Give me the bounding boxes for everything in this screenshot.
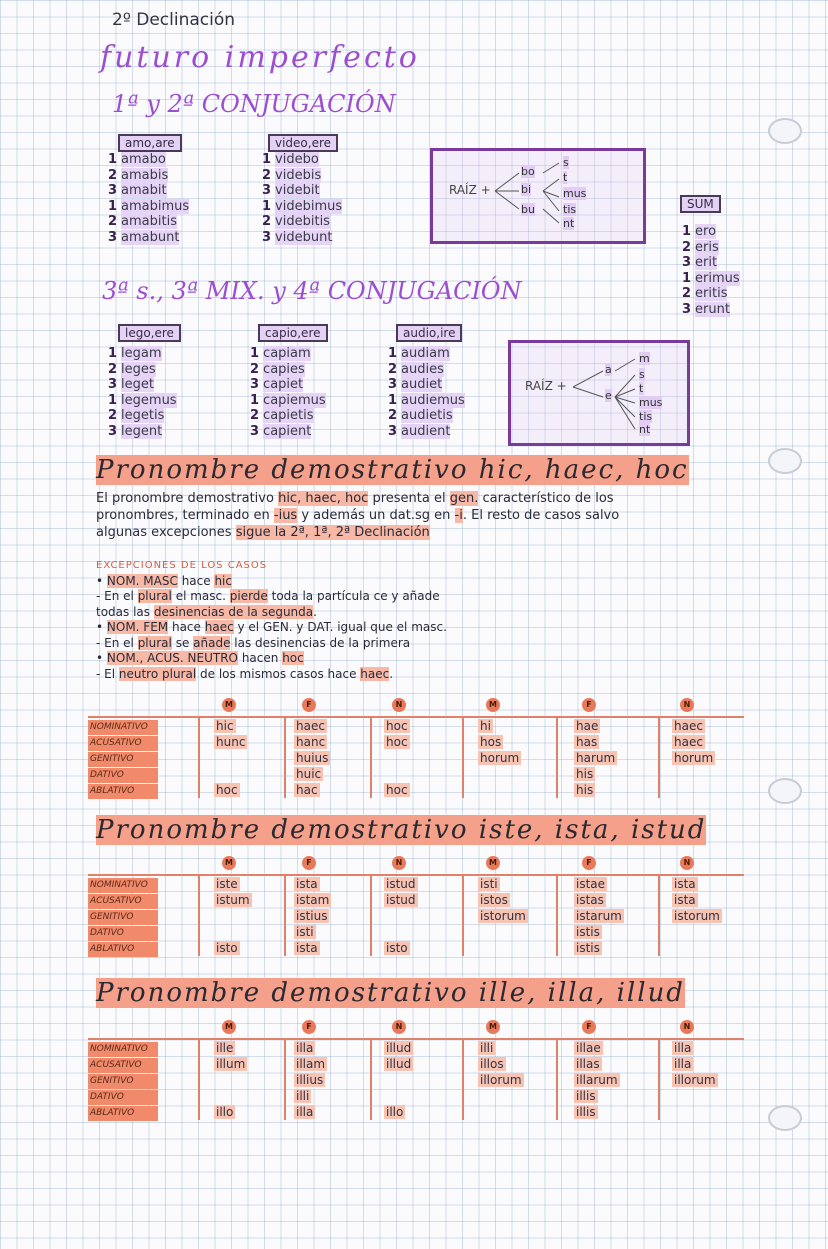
table-cell: horum	[480, 751, 520, 765]
table-cell: hos	[480, 735, 502, 749]
table-cell: haec	[296, 719, 325, 733]
conj-line: 3 erunt	[682, 301, 730, 317]
lego-tag: lego,ere	[118, 322, 181, 342]
table-cell: ille	[216, 1041, 234, 1055]
conj-line: 1 capiam	[250, 346, 311, 361]
case-label: ABLATIVO	[88, 1106, 158, 1121]
audio-conjugation	[388, 346, 465, 439]
ending-s: s	[563, 156, 569, 169]
table-cell: illum	[216, 1057, 246, 1071]
table-cell: isti	[296, 925, 314, 939]
iste-declension-table	[88, 852, 744, 956]
table-cell: hac	[296, 783, 318, 797]
table-rule	[198, 1038, 200, 1120]
case-label: ACUSATIVO	[88, 894, 158, 909]
conj-line: 3 audiet	[388, 377, 443, 392]
conj-line: 3 legent	[108, 423, 163, 439]
table-rule	[198, 874, 200, 956]
ille-title: Pronombre demostrativo ille, illa, illud	[96, 978, 685, 1008]
table-cell: istius	[296, 909, 328, 923]
branch-lines	[511, 343, 687, 443]
conj-line: 2 legetis	[108, 408, 165, 423]
capio-tag: capio,ere	[258, 322, 328, 342]
table-cell: illae	[576, 1041, 601, 1055]
table-cell: hoc	[386, 783, 408, 797]
table-cell: illis	[576, 1105, 596, 1119]
table-rule	[462, 716, 464, 798]
table-cell: istud	[386, 877, 416, 891]
conj-line: 2 audies	[388, 361, 444, 377]
table-cell: horum	[674, 751, 714, 765]
table-cell: hunc	[216, 735, 246, 749]
case-label: GENITIVO	[88, 910, 158, 925]
conj-line: 3 audient	[388, 423, 451, 439]
exceptions-title: EXCEPCIONES DE LOS CASOS	[96, 560, 268, 571]
conj-line: 2 videbitis	[262, 214, 330, 229]
table-cell: illo	[386, 1105, 404, 1119]
sum-conjugation	[682, 224, 740, 317]
table-cell: huius	[296, 751, 329, 765]
conj-line: 3 videbunt	[262, 229, 333, 245]
exception-line: - El neutro plural de los mismos casos hace haec.	[96, 666, 394, 681]
conj-line: 1 erimus	[682, 270, 740, 286]
table-cell: istum	[216, 893, 250, 907]
conj-line: 1 amabimus	[108, 198, 190, 214]
table-cell: ista	[674, 893, 696, 907]
table-rule	[462, 874, 464, 956]
table-rule	[658, 874, 660, 956]
table-cell: illius	[296, 1073, 324, 1087]
table-cell: hoc	[386, 719, 408, 733]
capio-conjugation	[250, 346, 326, 439]
gender-icon: N	[680, 698, 694, 712]
conj-line: 3 capiet	[250, 377, 304, 392]
table-cell: hae	[576, 719, 599, 733]
binder-hole	[768, 778, 802, 804]
table-cell: istis	[576, 941, 600, 955]
case-label: DATIVO	[88, 1090, 158, 1105]
ending-tis: tis	[639, 410, 653, 423]
exception-line: - En el plural el masc. pierde toda la partícula ce y añade	[96, 589, 440, 603]
table-cell: his	[576, 767, 594, 781]
gender-icon: M	[486, 698, 500, 712]
case-label: NOMINATIVO	[88, 720, 158, 735]
conj-line: 1 ero	[682, 224, 717, 239]
conj-line: 2 videbis	[262, 167, 322, 183]
conj-line: 1 audiam	[388, 346, 450, 361]
table-cell: haec	[674, 719, 703, 733]
table-cell: istorum	[480, 909, 526, 923]
conj-line: 2 audietis	[388, 408, 453, 423]
suffix-bi: bi	[521, 183, 532, 196]
gender-icon: N	[392, 1020, 406, 1034]
ending-t: t	[639, 382, 644, 395]
audio-tag: audio,ire	[396, 322, 462, 342]
table-cell: istae	[576, 877, 606, 891]
table-cell: illas	[576, 1057, 600, 1071]
table-cell: ista	[296, 941, 318, 955]
gender-icon: F	[302, 856, 316, 870]
gender-icon: N	[392, 856, 406, 870]
case-label: GENITIVO	[88, 752, 158, 767]
case-label: ACUSATIVO	[88, 736, 158, 751]
ending-mus: mus	[639, 396, 663, 409]
suffix-a: a	[605, 363, 612, 376]
conj-line: 1 videbimus	[262, 198, 343, 214]
table-cell: hi	[480, 719, 491, 733]
raiz-diagram-2	[508, 340, 690, 446]
table-cell: illa	[296, 1105, 314, 1119]
conj-line: 2 leges	[108, 361, 156, 377]
gender-icon: M	[222, 698, 236, 712]
conj-line: 3 amabunt	[108, 229, 180, 245]
gender-icon: M	[486, 1020, 500, 1034]
table-rule	[88, 874, 744, 876]
conj-line: 1 audiemus	[388, 392, 465, 408]
conj-line: 3 capient	[250, 423, 312, 439]
table-cell: hic	[216, 719, 234, 733]
table-cell: illa	[296, 1041, 314, 1055]
gender-icon: F	[582, 1020, 596, 1034]
ille-declension-table	[88, 1016, 744, 1120]
case-label: ABLATIVO	[88, 784, 158, 799]
video-conjugation	[262, 152, 342, 245]
table-cell: illorum	[480, 1073, 522, 1087]
amo-tag: amo,are	[118, 132, 182, 152]
exception-line: • NOM. MASC hace hic	[96, 573, 232, 588]
table-cell: istarum	[576, 909, 622, 923]
table-rule	[284, 716, 286, 798]
ending-mus: mus	[563, 187, 587, 200]
iste-title: Pronombre demostrativo iste, ista, istud	[96, 815, 707, 845]
table-cell: illo	[216, 1105, 234, 1119]
gender-icon: M	[222, 856, 236, 870]
table-cell: illud	[386, 1057, 412, 1071]
table-cell: haec	[674, 735, 703, 749]
case-label: ACUSATIVO	[88, 1058, 158, 1073]
table-rule	[88, 716, 744, 718]
table-rule	[88, 1038, 744, 1040]
table-cell: hanc	[296, 735, 326, 749]
raiz-diagram-1	[430, 148, 646, 244]
table-rule	[284, 1038, 286, 1120]
table-cell: istam	[296, 893, 330, 907]
exception-line: todas las desinencias de la segunda.	[96, 604, 317, 619]
binder-hole	[768, 448, 802, 474]
binder-hole	[768, 118, 802, 144]
table-cell: illa	[674, 1041, 692, 1055]
binder-hole	[768, 1105, 802, 1131]
conj-line: 1 videbo	[262, 152, 319, 167]
ending-t: t	[563, 171, 568, 184]
table-cell: hoc	[216, 783, 238, 797]
table-cell: istorum	[674, 909, 720, 923]
table-cell: illarum	[576, 1073, 618, 1087]
conj-line: 2 eritis	[682, 286, 728, 301]
gender-icon: N	[680, 1020, 694, 1034]
table-rule	[556, 716, 558, 798]
hic-exceptions	[96, 558, 756, 682]
raiz-label: RAÍZ +	[525, 379, 567, 393]
sum-tag: SUM	[680, 193, 721, 213]
table-rule	[370, 716, 372, 798]
exception-line: - En el plural se añade las desinencias de la primera	[96, 635, 411, 650]
table-cell: illorum	[674, 1073, 716, 1087]
table-cell: isti	[480, 877, 498, 891]
table-rule	[284, 874, 286, 956]
ending-s: s	[639, 368, 645, 381]
case-label: DATIVO	[88, 768, 158, 783]
exception-line: • NOM., ACUS. NEUTRO hacen hoc	[96, 651, 304, 665]
conj-line: 3 erit	[682, 255, 718, 270]
gender-icon: F	[302, 698, 316, 712]
conj-line: 1 capiemus	[250, 392, 326, 408]
conj-line: 1 legemus	[108, 392, 177, 408]
section-3-mix-4-conjugacion: 3ª s., 3ª MIX. y 4ª CONJUGACIÓN	[102, 277, 522, 305]
case-label: GENITIVO	[88, 1074, 158, 1089]
table-cell: huic	[296, 767, 322, 781]
table-cell: harum	[576, 751, 616, 765]
suffix-bu: bu	[521, 203, 535, 216]
table-cell: iste	[216, 877, 238, 891]
table-cell: istud	[386, 893, 416, 907]
conj-line: 2 capies	[250, 361, 305, 377]
conj-line: 3 leget	[108, 377, 155, 392]
hic-paragraph: El pronombre demostrativo hic, haec, hoc presenta el gen. característico de los pronombres, terminado en -ius y además un dat.sg en -i. El resto de casos salvo algunas excepciones sigue la 2ª, 1ª, 2ª Declinación	[96, 491, 620, 540]
suffix-e: e	[605, 389, 612, 402]
table-cell: hoc	[386, 735, 408, 749]
ending-m: m	[639, 352, 650, 365]
section-1-2-conjugacion: 1ª y 2ª CONJUGACIÓN	[112, 90, 396, 118]
table-cell: illi	[480, 1041, 494, 1055]
conj-line: 2 capietis	[250, 408, 314, 423]
lego-conjugation	[108, 346, 177, 439]
table-rule	[658, 716, 660, 798]
page-header: 2º Declinación	[112, 10, 236, 30]
table-cell: istas	[576, 893, 604, 907]
case-label: DATIVO	[88, 926, 158, 941]
table-rule	[462, 1038, 464, 1120]
table-cell: his	[576, 783, 594, 797]
table-cell: illa	[674, 1057, 692, 1071]
conj-line: 2 eris	[682, 239, 719, 255]
table-cell: ista	[674, 877, 696, 891]
table-cell: isto	[386, 941, 408, 955]
gender-icon: M	[486, 856, 500, 870]
exception-line: • NOM. FEM hace haec y el GEN. y DAT. igual que el masc.	[96, 620, 447, 634]
gender-icon: N	[392, 698, 406, 712]
ending-nt: nt	[563, 217, 575, 230]
raiz-label: RAÍZ +	[449, 183, 491, 197]
video-tag: video,ere	[268, 132, 338, 152]
case-label: NOMINATIVO	[88, 878, 158, 893]
gender-icon: N	[680, 856, 694, 870]
table-cell: illi	[296, 1089, 310, 1103]
case-label: NOMINATIVO	[88, 1042, 158, 1057]
conj-line: 3 videbit	[262, 183, 320, 198]
table-rule	[370, 874, 372, 956]
table-cell: illos	[480, 1057, 504, 1071]
conj-line: 3 amabit	[108, 183, 167, 198]
table-cell: isto	[216, 941, 238, 955]
case-label: ABLATIVO	[88, 942, 158, 957]
conj-line: 2 amabis	[108, 167, 169, 183]
table-cell: ista	[296, 877, 318, 891]
table-rule	[658, 1038, 660, 1120]
gender-icon: M	[222, 1020, 236, 1034]
conj-line: 1 amabo	[108, 152, 166, 167]
table-cell: has	[576, 735, 598, 749]
hic-title: Pronombre demostrativo hic, haec, hoc	[96, 455, 689, 485]
conj-line: 1 legam	[108, 346, 162, 361]
table-cell: illis	[576, 1089, 596, 1103]
table-rule	[556, 1038, 558, 1120]
hic-declension-table	[88, 694, 744, 798]
gender-icon: F	[582, 698, 596, 712]
gender-icon: F	[302, 1020, 316, 1034]
table-rule	[556, 874, 558, 956]
table-rule	[370, 1038, 372, 1120]
gender-icon: F	[582, 856, 596, 870]
table-cell: illam	[296, 1057, 326, 1071]
table-cell: istos	[480, 893, 508, 907]
table-cell: illud	[386, 1041, 412, 1055]
ending-nt: nt	[639, 423, 651, 436]
amo-conjugation	[108, 152, 189, 245]
ending-tis: tis	[563, 203, 577, 216]
table-rule	[198, 716, 200, 798]
conj-line: 2 amabitis	[108, 214, 177, 229]
futuro-title: futuro imperfecto	[100, 40, 420, 75]
suffix-bo: bo	[521, 165, 535, 178]
table-cell: istis	[576, 925, 600, 939]
